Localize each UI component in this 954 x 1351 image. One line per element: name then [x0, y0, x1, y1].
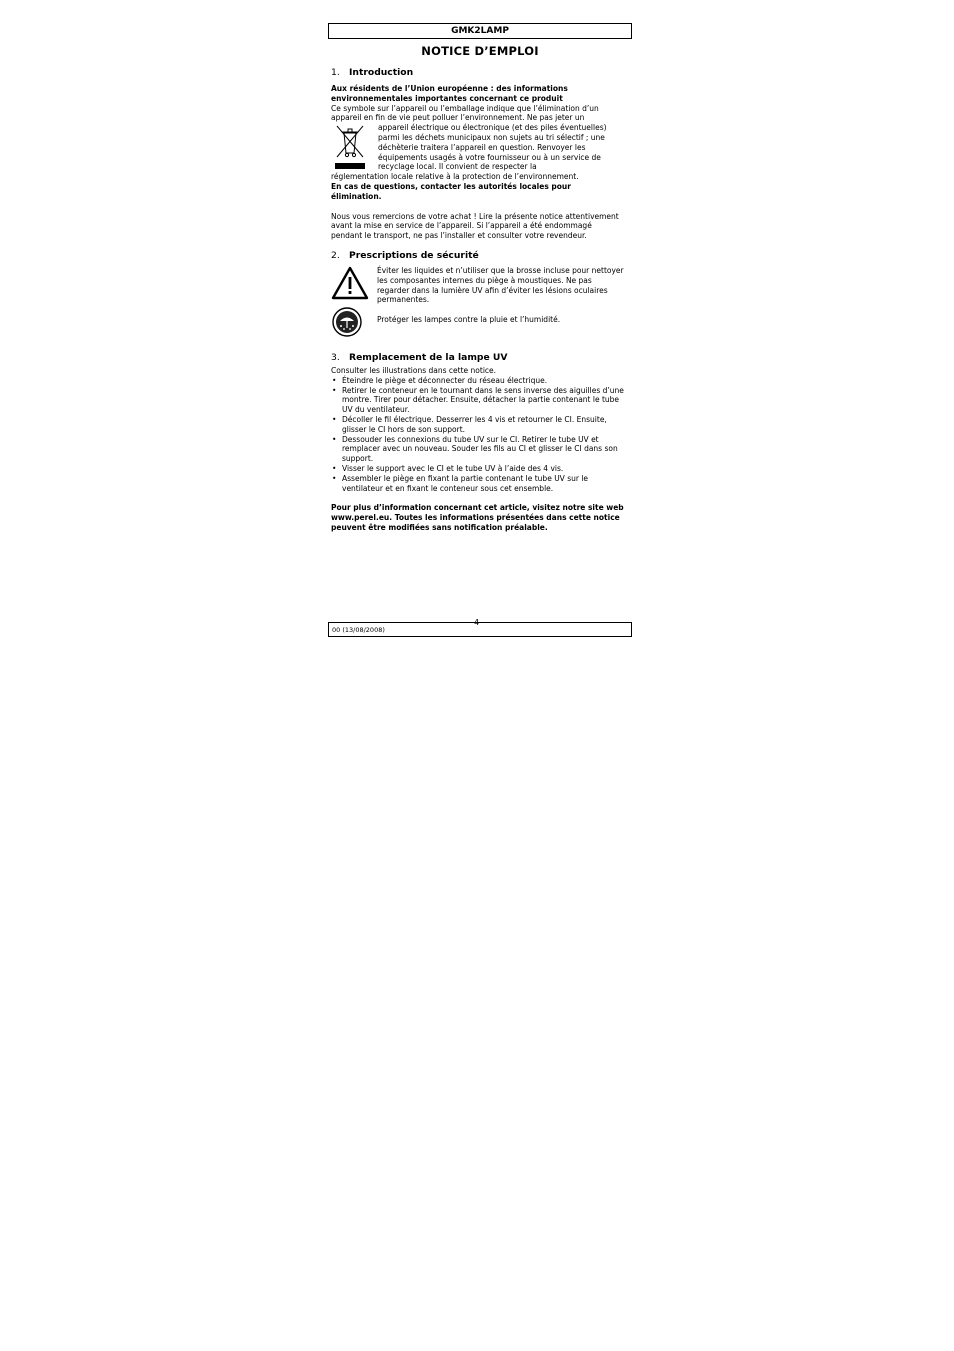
- section-safety: [328, 266, 632, 340]
- eu-text-top: Ce symbole sur l’appareil ou l’emballage indique que l’élimination d’un appareil en fin de vie peut polluer l’environnement. Ne pas jeter un: [331, 103, 599, 123]
- closing-note: Pour plus d’information concernant cet article, visitez notre site web www.perel.eu. Toutes les informations présentées dans cette notice peuvent être modifiées sans notification préalable.: [331, 503, 624, 532]
- page-number: 4: [474, 618, 480, 627]
- uv-intro: Consulter les illustrations dans cette notice.: [331, 365, 497, 375]
- section-introduction: [328, 84, 632, 241]
- eu-heading: Aux résidents de l’Union européenne : des informations environnementales importantes concernant ce produit: [331, 84, 568, 103]
- eu-text-end: réglementation locale relative à la protection de l’environnement.: [331, 172, 579, 182]
- list-item: • Décoller le fil électrique. Desserrer les 4 vis et retourner le CI. Ensuite, glisser le CI hors de son support.: [331, 415, 624, 435]
- section-heading-safety: 2. Prescriptions de sécurité: [331, 249, 479, 261]
- list-item: • Assembler le piège en fixant la partie contenant le tube UV sur le ventilateur et en fixant le conteneur sous cet ensemble.: [331, 474, 624, 494]
- weee-bin-icon: [334, 123, 366, 171]
- section-heading-introduction: 1. Introduction: [331, 67, 414, 78]
- warning-text-2: Protéger les lampes contre la pluie et l’humidité.: [377, 315, 561, 325]
- model-name: GMK2LAMP: [451, 26, 509, 36]
- header-model-box: [328, 23, 632, 39]
- revision-date: 00 (13/08/2008): [332, 626, 385, 634]
- footer-box: [328, 618, 632, 637]
- warning-row-2: [331, 307, 624, 340]
- warning-triangle-icon: [331, 266, 369, 300]
- section-heading-uv-lamp: 3. Remplacement de la lampe UV: [331, 351, 508, 363]
- thanks-paragraph: Nous vous remercions de votre achat ! Lire la présente notice attentivement avant la mise en service de l’appareil. Si l’appareil a été endommagé pendant le transport, ne pas l’installer et consulter votre revendeur.: [331, 211, 619, 241]
- document-page: [328, 23, 632, 533]
- eu-contact: En cas de questions, contacter les autorités locales pour élimination.: [331, 181, 571, 201]
- list-item: • Visser le support avec le CI et le tube UV à l’aide des 4 vis.: [331, 464, 624, 474]
- warning-row-1: [331, 266, 624, 305]
- eu-text-indent: appareil électrique ou électronique (et des piles éventuelles) parmi les déchets municipaux non sujets au tri sélectif ; une déchèterie traitera l’appareil en question. Renvoyer les équipements usagés à votre fournisseur ou à un service de recyclage local. Il convient de respecter la: [378, 123, 607, 172]
- page-title: NOTICE D’EMPLOI: [421, 44, 539, 58]
- section-uv-lamp: [328, 366, 632, 533]
- list-item: • Éteindre le piège et déconnecter du réseau électrique.: [331, 376, 624, 386]
- list-item: • Retirer le conteneur en le tournant dans le sens inverse des aiguilles d’une montre. Tirer pour détacher. Ensuite, détacher la partie contenant le tube UV du ventilateur.: [331, 386, 624, 415]
- list-item: • Dessouder les connexions du tube UV sur le CI. Retirer le tube UV et remplacer avec un nouveau. Souder les fils au CI et glisser le CI dans son support.: [331, 435, 624, 464]
- uv-steps-list: [331, 376, 624, 494]
- warning-text-1: Éviter les liquides et n’utiliser que la brosse incluse pour nettoyer les composantes internes du piège à moustiques. Ne pas regarder dans la lumière UV afin d’éviter les lésions oculaires permanentes.: [377, 265, 624, 305]
- weee-block: [331, 123, 624, 172]
- no-rain-icon: [331, 307, 363, 337]
